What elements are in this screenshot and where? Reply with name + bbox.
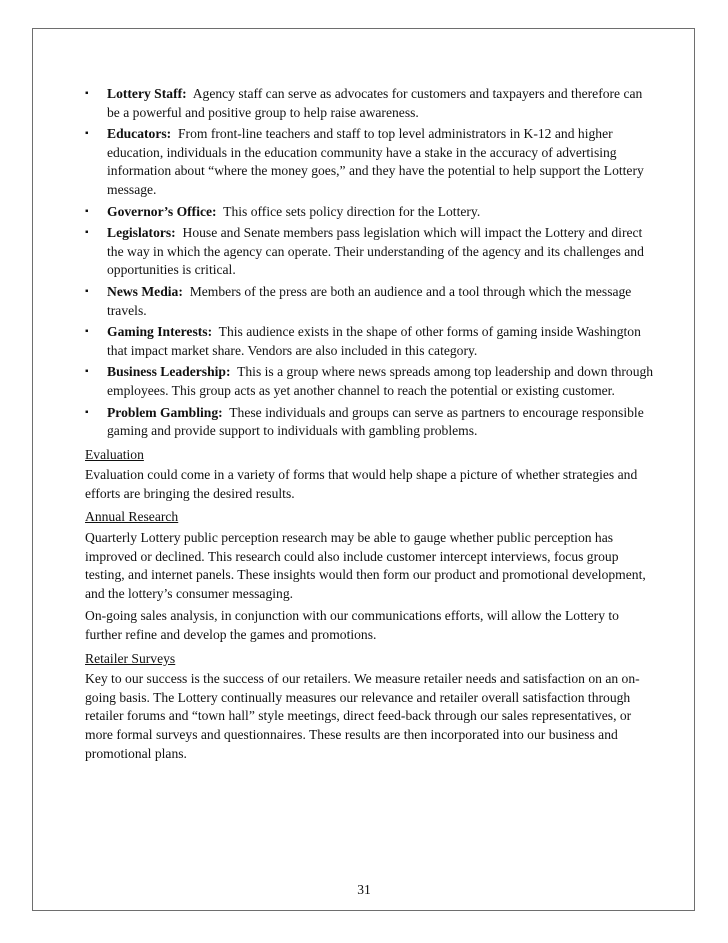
bullet-icon: ▪	[85, 88, 89, 99]
document-body	[85, 85, 655, 767]
item-term: Business Leadership:	[107, 364, 231, 380]
list-item	[85, 363, 655, 400]
bullet-icon: ▪	[85, 366, 89, 378]
sales-analysis-paragraph: On-going sales analysis, in conjunction with our communications efforts, will allow the Lottery to further refine and develop the games and promotions.	[85, 608, 619, 643]
item-term: Gaming Interests:	[107, 324, 213, 340]
list-item	[85, 323, 655, 360]
item-text: From front-line teachers and staff to top level administrators in K-12 and higher education, individuals in the education community have a stake in the accuracy of advertising information about “where the money goes,” and they have the potential to help support the Lottery message.	[107, 126, 644, 197]
list-item	[85, 203, 655, 222]
item-text: This office sets policy direction for the Lottery.	[223, 203, 481, 219]
annual-research-paragraph: Quarterly Lottery public perception research may be able to gauge whether public perception has improved or declined. This research could also include customer intercept interviews, focus group testing, and internet panels. These insights would then form our product and promotional development, and the lottery’s consumer messaging.	[85, 530, 646, 601]
stakeholder-list	[85, 85, 655, 441]
item-term: Educators:	[107, 126, 172, 142]
item-term: Governor’s Office:	[107, 203, 217, 219]
item-term: Problem Gambling:	[107, 404, 223, 420]
list-item	[85, 224, 655, 280]
item-text: Agency staff can serve as advocates for customers and taxpayers and therefore can be a powerful and positive group to help raise awareness.	[107, 86, 643, 120]
item-text: House and Senate members pass legislation which will impact the Lottery and direct the way in which the agency can operate. Their understanding of the agency and its challenges and opportunities is critical.	[107, 225, 644, 278]
bullet-icon: ▪	[85, 227, 89, 239]
bullet-icon: ▪	[85, 406, 89, 418]
item-text: These individuals and groups can serve as partners to encourage responsible gaming and provide support to individuals with gambling problems.	[107, 404, 644, 439]
list-item	[85, 85, 655, 122]
retailer-surveys-paragraph: Key to our success is the success of our retailers. We measure retailer needs and satisfaction on an on-going basis. The Lottery continually measures our relevance and retailer overall satisfaction through retailer forums and “town hall” style meetings, direct feed-back through our sales representatives, or more formal surveys and questionnaires. These results are then incorporated into our business and promotional plans.	[85, 671, 640, 761]
evaluation-heading: Evaluation	[85, 446, 144, 462]
bullet-icon: ▪	[85, 326, 89, 338]
list-item	[85, 283, 655, 320]
item-text: Members of the press are both an audience and a tool through which the message travels.	[107, 283, 632, 318]
list-item	[85, 404, 655, 441]
item-text: This audience exists in the shape of other forms of gaming inside Washington that impact market share. Vendors are also included in this category.	[107, 324, 641, 358]
evaluation-paragraph: Evaluation could come in a variety of forms that would help shape a picture of whether strategies and efforts are bringing the desired results.	[85, 467, 638, 501]
item-text: This is a group where news spreads among top leadership and down through employees. This group acts as yet another channel to reach the potential or existing customer.	[107, 364, 654, 398]
page-number: 31	[357, 882, 371, 897]
item-term: Legislators:	[107, 225, 176, 241]
list-item	[85, 125, 655, 199]
bullet-icon: ▪	[85, 128, 89, 140]
bullet-icon: ▪	[85, 285, 89, 297]
annual-research-heading: Annual Research	[85, 509, 179, 525]
bullet-icon: ▪	[85, 205, 89, 217]
item-term: Lottery Staff:	[107, 86, 187, 101]
retailer-surveys-heading: Retailer Surveys	[85, 650, 176, 666]
item-term: News Media:	[107, 283, 183, 299]
